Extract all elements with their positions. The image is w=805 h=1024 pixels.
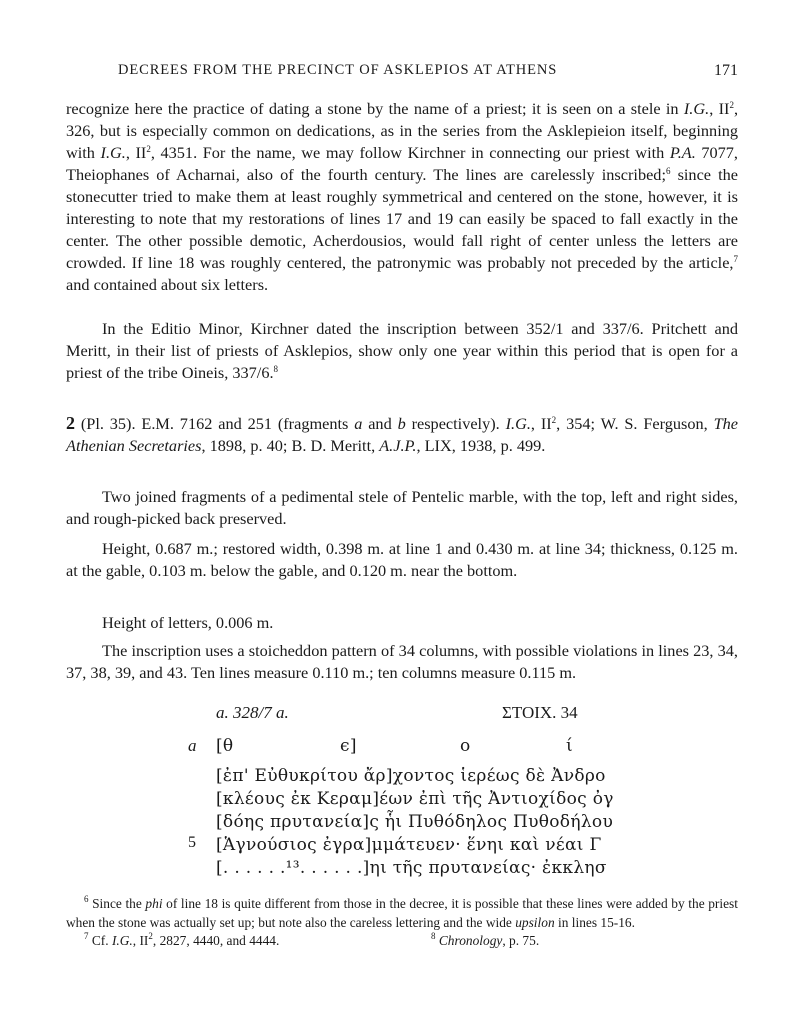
paragraph-dating: [66, 318, 738, 384]
description-dimensions: [66, 538, 738, 582]
footnote-row: [66, 932, 738, 951]
text-run: , II: [709, 99, 730, 118]
citation-abbrev: I.G.: [111, 933, 133, 948]
citation-abbrev: I.G.: [100, 143, 126, 162]
inscription-line: [ἐπ' Εὐθυκρίτου ἄρ]χοντος ἱερέως δὲ Ἀνδρο: [216, 766, 606, 786]
italic-term: phi: [145, 896, 163, 911]
page-number: 171: [714, 62, 738, 79]
text-run: of line 18 is quite different from those in the decree, it is possible that these lines were added by the priest when the stone was actually set up; but note also the careless lettering and the wide: [66, 896, 738, 930]
text-run: , 4351. For the name, we may follow Kirchner in connecting our priest with: [150, 143, 670, 162]
text-run: , 2827, 4440, and 4444.: [152, 933, 280, 948]
text-run: and contained about six letters.: [66, 275, 269, 294]
footnote-8: [431, 932, 539, 951]
book-title: The Athenian Secretaries: [66, 414, 739, 455]
footnote-ref[interactable]: 6: [665, 166, 671, 176]
inscription-line: [δόης πρυτανεία]ς ἧι Πυθόδηλος Πυθοδήλου: [216, 812, 614, 832]
paragraph-text: Height of letters, 0.006 m.: [102, 613, 274, 632]
text-run: , 1898, p. 40; B. D. Meritt,: [201, 436, 380, 455]
text-run: (Pl. 35). E.M. 7162 and 251 (fragments: [75, 414, 355, 433]
fragment-label-a: a: [188, 736, 197, 755]
text-run: and: [362, 414, 398, 433]
text-run: Since the: [88, 896, 146, 911]
footnote-ref[interactable]: 7: [733, 254, 738, 264]
entry-number: 2: [66, 413, 75, 433]
text-run: , 354; W. S. Ferguson,: [556, 414, 714, 433]
text-run: In the Editio Minor, Kirchner dated the inscription between 352/1 and 337/6. Pritchett and Meritt, in their list of priests of Asklepios, show only one year within this period that is open for a priest of the tribe Oineis, 337/6.: [66, 319, 738, 382]
running-title: DECREES FROM THE PRECINCT OF ASKLEPIOS AT ATHENS: [118, 62, 558, 78]
superscript: 2: [551, 415, 557, 425]
fragment-label: a: [354, 414, 363, 433]
italic-term: upsilon: [515, 914, 555, 930]
text-run: 7077, Theiophanes of Acharnai, also of the fourth century. The lines are carelessly inscribed;: [66, 143, 738, 184]
paragraph-text: Height, 0.687 m.; restored width, 0.398 m. at line 1 and 0.430 m. at line 34; thickness, 0.125 m. at the gable, 0.103 m. below the gable, and 0.120 m. near the bottom.: [66, 539, 738, 580]
footnote-mark: 8: [431, 931, 436, 941]
line-number: 5: [188, 834, 196, 851]
line-1-iota: ί: [566, 736, 573, 756]
text-run: Cf.: [88, 933, 112, 948]
paragraph-text: Two joined fragments of a pedimental stele of Pentelic marble, with the top, left and right sides, and rough-picked back preserved.: [66, 487, 738, 528]
stoichedon-label: ΣΤΟΙΧ. 34: [502, 703, 578, 722]
paragraph-continuation: [66, 98, 738, 296]
description-stoichedon: [66, 640, 738, 684]
inscription-line: [. . . . . .¹³. . . . . .]ηι τῆς πρυτανείας· ἐκκλησ: [216, 858, 607, 878]
inscription-date: a. 328/7 a.: [216, 703, 289, 722]
text-run: , LIX, 1938, p. 499.: [416, 436, 546, 455]
footnote-6: [66, 895, 738, 932]
footnote-mark: 7: [84, 931, 89, 941]
fragment-label: b: [397, 414, 406, 433]
footnotes: [66, 895, 738, 951]
book-title: Chronology: [438, 933, 503, 948]
citation-abbrev: I.G.: [505, 414, 531, 433]
citation-abbrev: P.A.: [669, 143, 696, 162]
text-run: since the stonecutter tried to make them at least roughly symmetrical and centered on the stone, however, it is interesting to note that my restorations of lines 17 and 19 can easily be spaced to fall exactly in the center. The other possible demotic, Acherdousios, would fall right of center unless the letters are crowded. If line 18 was roughly centered, the patronymic was probably not preceded by the article,: [66, 165, 739, 272]
running-head: [66, 62, 738, 84]
footnote-7: [84, 933, 279, 948]
description-fragments: [66, 486, 738, 530]
superscript: 2: [729, 100, 734, 110]
journal-abbrev: A.J.P.: [379, 436, 417, 455]
footnote-mark: 6: [84, 894, 89, 904]
entry-header: [66, 412, 738, 457]
superscript: 2: [148, 931, 153, 941]
text-run: recognize here the practice of dating a stone by the name of a priest; it is seen on a stele in: [66, 99, 684, 118]
description-letter-height: [66, 612, 738, 634]
text-run: , 326, but is especially common on dedications, as in the series from the Asklepieion itself, beginning with: [66, 99, 739, 162]
superscript: 2: [146, 144, 151, 154]
footnote-ref[interactable]: 8: [273, 364, 279, 374]
text-run: , p. 75.: [502, 933, 540, 948]
line-1-bracket: [θ: [216, 736, 234, 756]
line-1-omicron: ο: [460, 736, 471, 756]
text-run: , II: [530, 414, 552, 433]
text-run: respectively).: [405, 414, 506, 433]
inscription-line: [Ἁγνούσιος ἐγρα]μμάτευεν· ἕνηι καὶ νέαι Γ: [216, 835, 602, 855]
inscription-line: [κλέους ἐκ Κεραμ]έων ἐπὶ τῆς Ἀντιοχίδος ὀγ: [216, 789, 614, 809]
paragraph-text: The inscription uses a stoicheddon pattern of 34 columns, with possible violations in lines 23, 34, 37, 38, 39, and 43. Ten lines measure 0.110 m.; ten columns measure 0.115 m.: [66, 641, 738, 682]
text-run: , II: [125, 143, 147, 162]
text-run: in lines 15-16.: [554, 914, 635, 930]
text-run: , II: [132, 933, 149, 948]
line-1-epsilon: ϵ]: [340, 736, 357, 756]
citation-abbrev: I.G.: [683, 99, 710, 118]
